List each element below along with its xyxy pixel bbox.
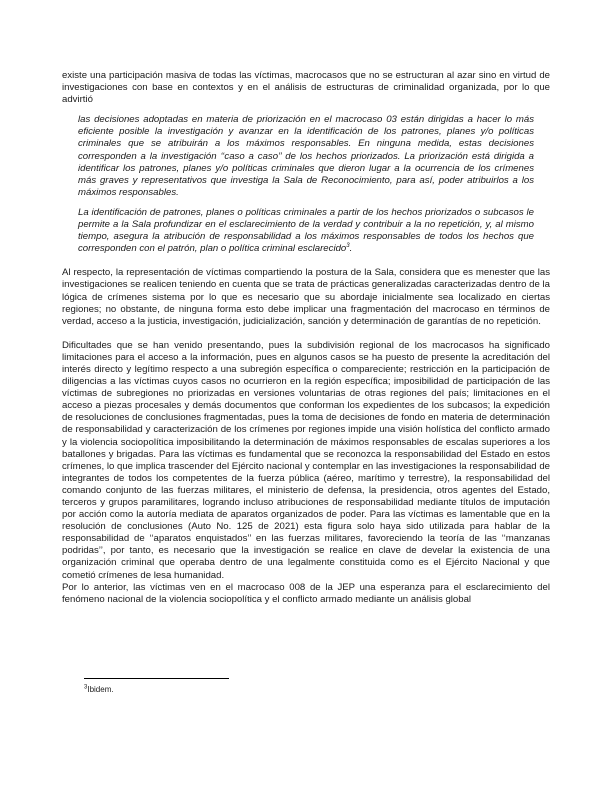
document-page: [62, 70, 550, 606]
block-quote-2-text: La identificación de patrones, planes o políticas criminales a partir de los hechos priorizados o subcasos le permite a la Sala profundizar en el esclarecimiento de la verdad y contribuir a la no repetición, y, al mismo tiempo, asegura la atribución de responsabilidad a los máximos responsables de todos los hechos que corresponden con el patrón, plan o política criminal esclarecido: [78, 206, 534, 255]
por-lo-anterior-paragraph: Por lo anterior, las víctimas ven en el macrocaso 008 de la JEP una esperanza para el esclarecimiento del fenómeno nacional de la violencia sociopolítica y el conflicto armado mediante un análisis global: [62, 581, 550, 605]
footnote: [84, 685, 114, 695]
footnote-text: Ibidem.: [87, 685, 114, 694]
footnote-number: 3: [84, 684, 88, 691]
footnote-separator: [84, 678, 229, 679]
block-quote-1: las decisiones adoptadas en materia de priorización en el macrocaso 03 están dirigidas a hacer lo más eficiente posible la investigación y avanzar en la identificación de los patrones, planes y/o políticas criminales que se atribuirán a los máximos responsables. En ninguna medida, estas decisiones corresponden a la investigación ‘‘caso a caso’’ de los hechos priorizados. La priorización está dirigida a identificar los patrones, planes y/o políticas criminales que dieron lugar a la ocurrencia de los crímenes más graves y representativos que investiga la Sala de Reconocimiento, para así, poder atribuirlos a los máximos responsables.: [78, 114, 534, 198]
footnote-reference: 3: [346, 243, 350, 250]
block-quote-2: La identificación de patrones, planes o políticas criminales a partir de los hechos priorizados o subcasos le permite a la Sala profundizar en el esclarecimiento de la verdad y contribuir a la no repetición, y, al mismo tiempo, asegura la atribución de responsabilidad a los máximos responsables de todos los hechos que corresponden con el patrón, plan o política criminal esclarecido$^3$.: [78, 206, 534, 255]
respecto-paragraph: Al respecto, la representación de víctimas compartiendo la postura de la Sala, considera que es menester que las investigaciones se realicen teniendo en cuenta que se trata de prácticas generalizadas caracterizadas dentro de la lógica de crímenes sistema por lo que es necesario que su abordaje inicialmente sea localizado en ciertas regiones; no obstante, de ninguna forma esto debe implicar una fragmentación del macrocaso en términos de verdad, acceso a la justicia, investigación, judicialización, sanción y determinación de garantías de no repetición.: [62, 267, 550, 327]
dificultades-paragraph: Dificultades que se han venido presentando, pues la subdivisión regional de los macrocasos ha significado limitaciones para el acceso a la información, pues en algunos casos se ha puesto de presente la acreditación del interés directo y legítimo respecto a una subregión específica o compareciente; restricción en la participación de diligencias a las víctimas cuyos casos no ocurrieron en la región específica; imposibilidad de participación de las víctimas de subregiones no priorizadas en versiones voluntarias de otras regiones del país; limitaciones en el acceso a piezas procesales y demás documentos que conforman los expedientes de los subcasos; la expedición de resoluciones de conclusiones fragmentadas, pues la toma de decisiones de fondo en materia de determinación de responsabilidad y caracterización de los crímenes por regiones impide una visión holística del conflicto armado y la violencia sociopolítica imposibilitando la determinación de máximos responsables de escalas superiores a los batallones y brigadas. Para las víctimas es fundamental que se reconozca la responsabilidad del Estado en estos crímenes, lo que implica trascender del Ejército nacional y contemplar en las investigaciones la responsabilidad de integrantes de todos los competentes de la fuerza pública (aéreo, marítimo y terrestre), la responsabilidad del comando conjunto de las fuerzas militares, el ministerio de defensa, la presidencia, otros agentes del Estado, terceros y grupos paramilitares, logrando incluso atribuciones de responsabilidad mediante títulos de imputación por acción como la autoría mediata de aparatos organizados de poder. Para las víctimas es lamentable que en la resolución de conclusiones (Auto No. 125 de 2021) esta figura solo haya sido utilizada para hablar de la responsabilidad de ‘‘aparatos enquistados’’ en las fuerzas militares, favoreciendo la teoría de las ‘‘manzanas podridas’’, por tanto, es necesario que la investigación se realice en clave de develar la existencia de una organización criminal que operaba dentro de una legalmente constituida como es el Ejército Nacional y que cometió crímenes de lesa humanidad.: [62, 339, 550, 581]
intro-paragraph: existe una participación masiva de todas las víctimas, macrocasos que no se estructuran al azar sino en virtud de investigaciones con base en contextos y en el análisis de estructuras de criminalidad organizada, por lo que advirtió: [62, 70, 550, 106]
